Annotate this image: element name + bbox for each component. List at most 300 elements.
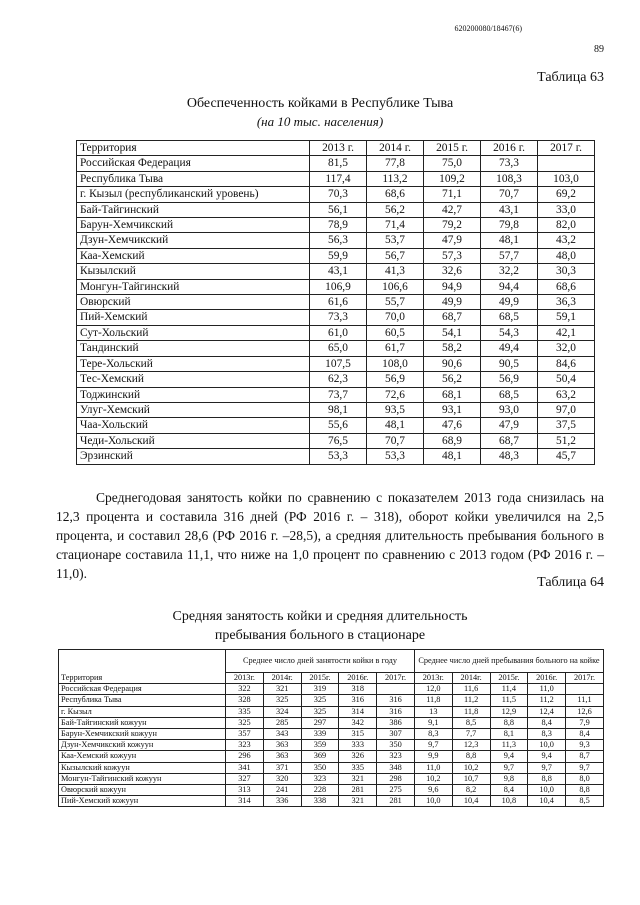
value-cell: 321	[339, 796, 377, 807]
value-cell: 75,0	[424, 156, 481, 171]
value-cell: 343	[263, 728, 301, 739]
value-cell: 97,0	[538, 402, 595, 417]
value-cell: 106,9	[310, 279, 367, 294]
year-header: 2014г.	[263, 673, 301, 684]
value-cell: 10,4	[452, 796, 490, 807]
value-cell: 71,4	[367, 218, 424, 233]
value-cell: 106,6	[367, 279, 424, 294]
value-cell: 11,8	[414, 695, 452, 706]
table-row	[77, 449, 595, 464]
value-cell: 68,1	[424, 387, 481, 402]
territory-cell: Российская Федерация	[77, 156, 310, 171]
table-header-row	[59, 650, 604, 673]
value-cell: 323	[377, 751, 415, 762]
table-row	[77, 202, 595, 217]
table-row	[77, 402, 595, 417]
value-cell: 10,2	[414, 773, 452, 784]
territory-cell: Эрзинский	[77, 449, 310, 464]
value-cell: 9,3	[566, 740, 604, 751]
value-cell: 10,0	[528, 740, 566, 751]
table64-label: Таблица 64	[537, 575, 604, 590]
value-cell: 48,3	[481, 449, 538, 464]
value-cell: 109,2	[424, 171, 481, 186]
table-row	[77, 356, 595, 371]
value-cell: 61,0	[310, 325, 367, 340]
value-cell: 54,3	[481, 325, 538, 340]
column-header: 2015 г.	[424, 141, 481, 156]
table63-subtitle: (на 10 тыс. населения)	[256, 114, 384, 129]
value-cell: 56,1	[310, 202, 367, 217]
value-cell: 9,7	[490, 762, 528, 773]
value-cell: 56,3	[310, 233, 367, 248]
table64	[58, 649, 604, 807]
value-cell: 11,2	[452, 695, 490, 706]
value-cell: 12,9	[490, 706, 528, 717]
value-cell: 12,0	[414, 684, 452, 695]
value-cell: 90,5	[481, 356, 538, 371]
table-row	[77, 264, 595, 279]
value-cell: 369	[301, 751, 339, 762]
table-row	[77, 372, 595, 387]
value-cell: 77,8	[367, 156, 424, 171]
value-cell: 281	[339, 784, 377, 795]
value-cell: 8,3	[528, 728, 566, 739]
value-cell: 8,4	[528, 717, 566, 728]
value-cell: 108,0	[367, 356, 424, 371]
territory-header: Территория	[59, 650, 226, 684]
value-cell: 316	[377, 706, 415, 717]
value-cell: 53,3	[310, 449, 367, 464]
value-cell: 50,4	[538, 372, 595, 387]
value-cell: 7,9	[566, 717, 604, 728]
value-cell: 8,4	[566, 728, 604, 739]
value-cell: 69,2	[538, 187, 595, 202]
value-cell: 325	[301, 706, 339, 717]
value-cell: 320	[263, 773, 301, 784]
column-header: 2017 г.	[538, 141, 595, 156]
value-cell: 48,1	[367, 418, 424, 433]
value-cell: 43,1	[481, 202, 538, 217]
territory-cell: Улуг-Хемский	[77, 402, 310, 417]
value-cell: 11,0	[414, 762, 452, 773]
territory-cell: Дзун-Хемчикский кожуун	[59, 740, 226, 751]
territory-cell: Овюрский	[77, 295, 310, 310]
value-cell: 73,3	[481, 156, 538, 171]
value-cell: 53,7	[367, 233, 424, 248]
value-cell: 11,3	[490, 740, 528, 751]
year-header: 2016г.	[339, 673, 377, 684]
value-cell: 363	[263, 740, 301, 751]
value-cell: 11,0	[528, 684, 566, 695]
table-row	[77, 218, 595, 233]
year-header: 2014г.	[452, 673, 490, 684]
body-paragraph: Среднегодовая занятость койки по сравнению с показателем 2013 года снизилась на 12,3 процента и составила 316 дней (РФ 2016 г. – 318), оборот койки увеличился на 2,5 процента, и составил 28,6 (РФ 2016 г. –28,5), а средняя длительность пребывания больного в стационаре составила 11,1, что ниже на 1,0 процент по сравнению с 2013 годом (РФ 2016 г. – 11,0).	[56, 490, 604, 581]
value-cell: 72,6	[367, 387, 424, 402]
value-cell: 70,3	[310, 187, 367, 202]
group-header-stay-length: Среднее число дней пребывания больного на койке	[414, 650, 603, 673]
value-cell: 8,4	[490, 784, 528, 795]
territory-cell: Республика Тыва	[59, 695, 226, 706]
value-cell: 47,6	[424, 418, 481, 433]
value-cell	[377, 684, 415, 695]
value-cell: 318	[339, 684, 377, 695]
value-cell: 60,5	[367, 325, 424, 340]
document-code: 620200080/18467(6)	[454, 24, 522, 33]
value-cell: 37,5	[538, 418, 595, 433]
value-cell: 94,9	[424, 279, 481, 294]
value-cell: 32,0	[538, 341, 595, 356]
value-cell: 56,9	[481, 372, 538, 387]
value-cell: 48,0	[538, 248, 595, 263]
table-row	[59, 762, 604, 773]
table-row	[59, 706, 604, 717]
value-cell: 11,4	[490, 684, 528, 695]
value-cell: 8,8	[490, 717, 528, 728]
value-cell: 336	[263, 796, 301, 807]
value-cell: 48,1	[481, 233, 538, 248]
value-cell: 9,8	[490, 773, 528, 784]
value-cell: 325	[301, 695, 339, 706]
value-cell: 9,7	[528, 762, 566, 773]
value-cell: 10,4	[528, 796, 566, 807]
value-cell: 58,2	[424, 341, 481, 356]
table64-title-line2: пребывания больного в стационаре	[214, 628, 426, 643]
value-cell: 316	[339, 695, 377, 706]
column-header: 2014 г.	[367, 141, 424, 156]
value-cell: 79,8	[481, 218, 538, 233]
column-header: Территория	[77, 141, 310, 156]
value-cell: 32,6	[424, 264, 481, 279]
value-cell: 298	[377, 773, 415, 784]
value-cell: 319	[301, 684, 339, 695]
table-row	[77, 248, 595, 263]
value-cell: 56,7	[367, 248, 424, 263]
territory-cell: Чеди-Хольский	[77, 433, 310, 448]
value-cell: 56,9	[367, 372, 424, 387]
value-cell	[566, 684, 604, 695]
table64-title-line1: Средняя занятость койки и средняя длительность	[172, 609, 468, 624]
value-cell: 9,1	[414, 717, 452, 728]
value-cell: 7,7	[452, 728, 490, 739]
value-cell: 326	[339, 751, 377, 762]
value-cell: 82,0	[538, 218, 595, 233]
value-cell: 10,8	[490, 796, 528, 807]
value-cell: 371	[263, 762, 301, 773]
value-cell: 41,3	[367, 264, 424, 279]
value-cell: 42,7	[424, 202, 481, 217]
value-cell: 73,3	[310, 310, 367, 325]
value-cell: 47,9	[481, 418, 538, 433]
value-cell: 342	[339, 717, 377, 728]
value-cell: 9,4	[490, 751, 528, 762]
value-cell: 55,7	[367, 295, 424, 310]
territory-cell: Монгун-Тайгинский кожуун	[59, 773, 226, 784]
value-cell: 10,0	[528, 784, 566, 795]
value-cell: 339	[301, 728, 339, 739]
year-header: 2017г.	[566, 673, 604, 684]
table-row	[59, 796, 604, 807]
value-cell: 315	[339, 728, 377, 739]
territory-cell: Кызылский кожуун	[59, 762, 226, 773]
year-header: 2013г.	[414, 673, 452, 684]
table-row	[59, 728, 604, 739]
territory-cell: Монгун-Тайгинский	[77, 279, 310, 294]
value-cell: 70,7	[481, 187, 538, 202]
table-row	[77, 295, 595, 310]
value-cell: 8,5	[566, 796, 604, 807]
value-cell: 43,1	[310, 264, 367, 279]
value-cell: 297	[301, 717, 339, 728]
table-row	[77, 418, 595, 433]
value-cell: 12,3	[452, 740, 490, 751]
column-header: 2016 г.	[481, 141, 538, 156]
territory-cell: г. Кызыл	[59, 706, 226, 717]
territory-cell: Каа-Хемский кожуун	[59, 751, 226, 762]
value-cell: 56,2	[367, 202, 424, 217]
value-cell: 281	[377, 796, 415, 807]
year-header: 2015г.	[490, 673, 528, 684]
value-cell: 51,2	[538, 433, 595, 448]
value-cell: 56,2	[424, 372, 481, 387]
value-cell: 10,2	[452, 762, 490, 773]
table-row	[59, 695, 604, 706]
value-cell: 68,6	[538, 279, 595, 294]
territory-cell: Тес-Хемский	[77, 372, 310, 387]
value-cell: 107,5	[310, 356, 367, 371]
value-cell: 93,0	[481, 402, 538, 417]
territory-cell: Овюрский кожуун	[59, 784, 226, 795]
territory-cell: Пий-Хемский кожуун	[59, 796, 226, 807]
value-cell: 9,7	[414, 740, 452, 751]
table-row	[77, 433, 595, 448]
value-cell: 325	[226, 717, 264, 728]
value-cell: 71,1	[424, 187, 481, 202]
value-cell: 323	[226, 740, 264, 751]
value-cell: 9,9	[414, 751, 452, 762]
value-cell: 363	[263, 751, 301, 762]
table-row	[77, 171, 595, 186]
value-cell: 43,2	[538, 233, 595, 248]
column-header: 2013 г.	[310, 141, 367, 156]
value-cell: 9,6	[414, 784, 452, 795]
value-cell: 70,7	[367, 433, 424, 448]
value-cell: 54,1	[424, 325, 481, 340]
table-row	[77, 156, 595, 171]
value-cell: 9,7	[566, 762, 604, 773]
value-cell: 314	[339, 706, 377, 717]
value-cell: 228	[301, 784, 339, 795]
territory-cell: Республика Тыва	[77, 171, 310, 186]
table-row	[77, 325, 595, 340]
territory-cell: Сут-Хольский	[77, 325, 310, 340]
value-cell: 321	[263, 684, 301, 695]
territory-cell: Барун-Хемчикский кожуун	[59, 728, 226, 739]
territory-cell: Бай-Тайгинский кожуун	[59, 717, 226, 728]
table-row	[77, 279, 595, 294]
value-cell: 241	[263, 784, 301, 795]
value-cell: 79,2	[424, 218, 481, 233]
value-cell: 32,2	[481, 264, 538, 279]
value-cell: 49,4	[481, 341, 538, 356]
year-header: 2013г.	[226, 673, 264, 684]
value-cell: 348	[377, 762, 415, 773]
year-header: 2015г.	[301, 673, 339, 684]
value-cell: 307	[377, 728, 415, 739]
value-cell: 359	[301, 740, 339, 751]
table63-title: Обеспеченность койками в Республике Тыва	[186, 96, 454, 111]
value-cell: 335	[339, 762, 377, 773]
value-cell: 68,6	[367, 187, 424, 202]
value-cell: 11,2	[528, 695, 566, 706]
value-cell: 296	[226, 751, 264, 762]
value-cell: 49,9	[481, 295, 538, 310]
value-cell: 10,7	[452, 773, 490, 784]
table-row	[59, 773, 604, 784]
value-cell: 30,3	[538, 264, 595, 279]
value-cell: 11,8	[452, 706, 490, 717]
value-cell: 117,4	[310, 171, 367, 186]
value-cell: 47,9	[424, 233, 481, 248]
territory-cell: Пий-Хемский	[77, 310, 310, 325]
value-cell: 12,4	[528, 706, 566, 717]
value-cell: 8,2	[452, 784, 490, 795]
value-cell: 53,3	[367, 449, 424, 464]
value-cell: 93,1	[424, 402, 481, 417]
year-header: 2016г.	[528, 673, 566, 684]
value-cell: 12,6	[566, 706, 604, 717]
value-cell: 8,1	[490, 728, 528, 739]
value-cell: 63,2	[538, 387, 595, 402]
value-cell: 11,1	[566, 695, 604, 706]
value-cell: 42,1	[538, 325, 595, 340]
value-cell: 68,9	[424, 433, 481, 448]
value-cell: 62,3	[310, 372, 367, 387]
territory-cell: Бай-Тайгинский	[77, 202, 310, 217]
territory-cell: Барун-Хемчикский	[77, 218, 310, 233]
territory-cell: Российская Федерация	[59, 684, 226, 695]
value-cell: 314	[226, 796, 264, 807]
value-cell: 386	[377, 717, 415, 728]
value-cell: 9,4	[528, 751, 566, 762]
year-header: 2017г.	[377, 673, 415, 684]
value-cell: 68,5	[481, 387, 538, 402]
value-cell: 108,3	[481, 171, 538, 186]
value-cell: 357	[226, 728, 264, 739]
value-cell: 8,8	[528, 773, 566, 784]
value-cell: 11,5	[490, 695, 528, 706]
table-row	[59, 684, 604, 695]
value-cell: 333	[339, 740, 377, 751]
territory-cell: Чаа-Хольский	[77, 418, 310, 433]
value-cell: 61,6	[310, 295, 367, 310]
value-cell: 8,8	[566, 784, 604, 795]
value-cell: 8,0	[566, 773, 604, 784]
value-cell: 45,7	[538, 449, 595, 464]
table-row	[59, 751, 604, 762]
table-row	[77, 387, 595, 402]
value-cell: 8,5	[452, 717, 490, 728]
value-cell	[538, 156, 595, 171]
value-cell: 68,5	[481, 310, 538, 325]
value-cell: 8,8	[452, 751, 490, 762]
territory-cell: Тере-Хольский	[77, 356, 310, 371]
territory-cell: Дзун-Хемчикский	[77, 233, 310, 248]
value-cell: 321	[339, 773, 377, 784]
value-cell: 350	[301, 762, 339, 773]
value-cell: 335	[226, 706, 264, 717]
value-cell: 93,5	[367, 402, 424, 417]
territory-cell: Кызылский	[77, 264, 310, 279]
value-cell: 13	[414, 706, 452, 717]
value-cell: 55,6	[310, 418, 367, 433]
value-cell: 57,7	[481, 248, 538, 263]
value-cell: 98,1	[310, 402, 367, 417]
value-cell: 275	[377, 784, 415, 795]
value-cell: 325	[263, 695, 301, 706]
value-cell: 57,3	[424, 248, 481, 263]
value-cell: 76,5	[310, 433, 367, 448]
value-cell: 65,0	[310, 341, 367, 356]
value-cell: 68,7	[424, 310, 481, 325]
value-cell: 94,4	[481, 279, 538, 294]
value-cell: 59,1	[538, 310, 595, 325]
value-cell: 323	[301, 773, 339, 784]
territory-cell: Тандинский	[77, 341, 310, 356]
page-number: 89	[594, 44, 604, 55]
table-row	[77, 233, 595, 248]
value-cell: 322	[226, 684, 264, 695]
table-row	[77, 187, 595, 202]
value-cell: 324	[263, 706, 301, 717]
table-row	[77, 310, 595, 325]
value-cell: 338	[301, 796, 339, 807]
group-header-occupancy: Среднее число дней занятости койки в году	[226, 650, 415, 673]
value-cell: 11,6	[452, 684, 490, 695]
value-cell: 70,0	[367, 310, 424, 325]
value-cell: 90,6	[424, 356, 481, 371]
value-cell: 73,7	[310, 387, 367, 402]
value-cell: 84,6	[538, 356, 595, 371]
value-cell: 81,5	[310, 156, 367, 171]
table-row	[77, 341, 595, 356]
value-cell: 350	[377, 740, 415, 751]
value-cell: 36,3	[538, 295, 595, 310]
value-cell: 327	[226, 773, 264, 784]
value-cell: 8,3	[414, 728, 452, 739]
table-row	[59, 717, 604, 728]
value-cell: 48,1	[424, 449, 481, 464]
value-cell: 316	[377, 695, 415, 706]
value-cell: 61,7	[367, 341, 424, 356]
value-cell: 341	[226, 762, 264, 773]
table-row	[59, 784, 604, 795]
table63	[76, 140, 595, 465]
value-cell: 10,0	[414, 796, 452, 807]
value-cell: 313	[226, 784, 264, 795]
value-cell: 285	[263, 717, 301, 728]
value-cell: 328	[226, 695, 264, 706]
territory-cell: Каа-Хемский	[77, 248, 310, 263]
value-cell: 113,2	[367, 171, 424, 186]
value-cell: 8,7	[566, 751, 604, 762]
value-cell: 33,0	[538, 202, 595, 217]
territory-cell: Тоджинский	[77, 387, 310, 402]
table-header-row	[77, 141, 595, 156]
value-cell: 78,9	[310, 218, 367, 233]
value-cell: 68,7	[481, 433, 538, 448]
table-row	[59, 740, 604, 751]
value-cell: 59,9	[310, 248, 367, 263]
